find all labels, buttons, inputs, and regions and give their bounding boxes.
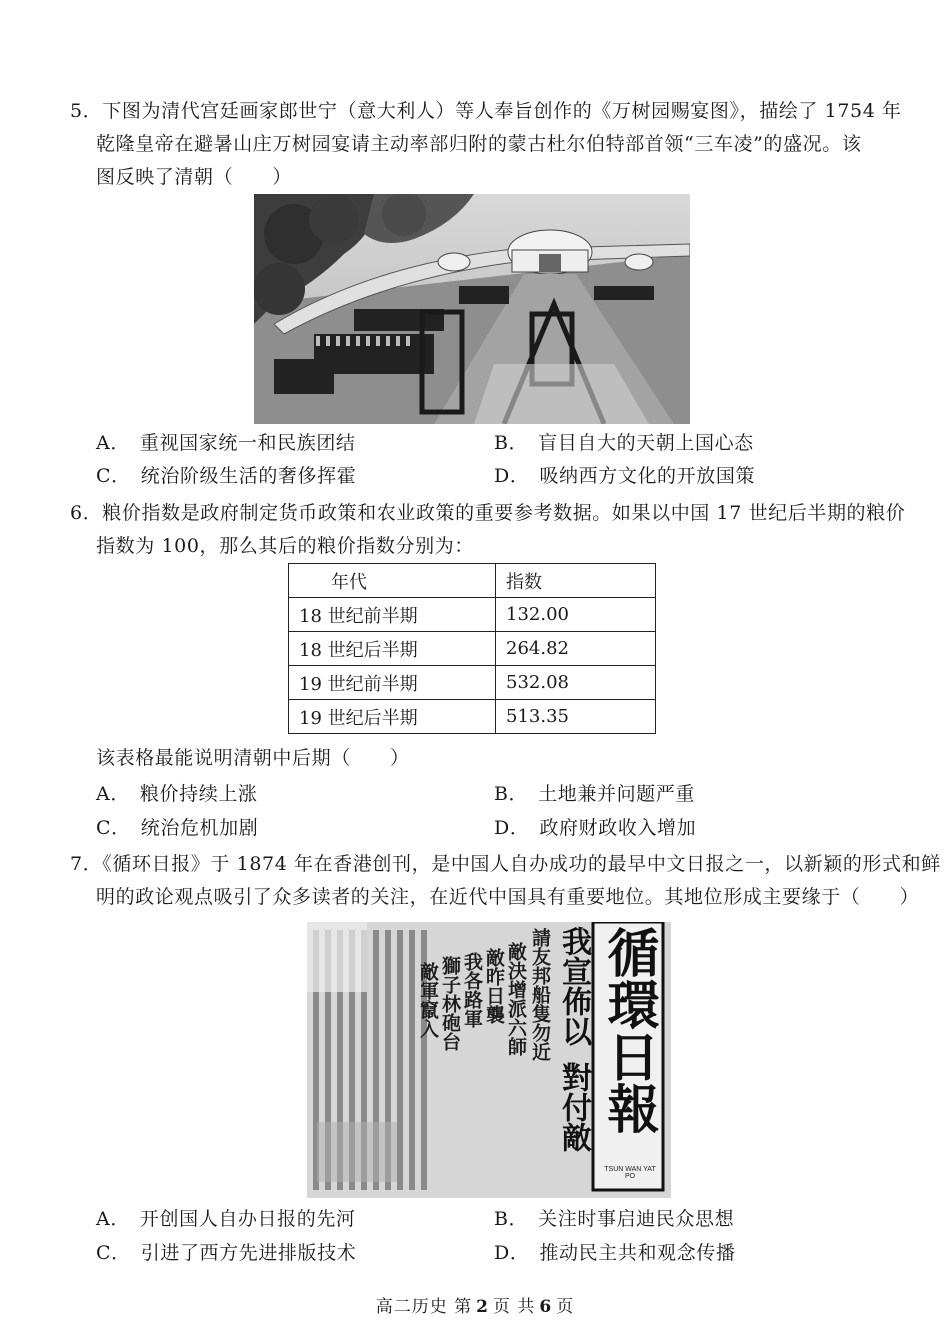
q7-option-a[interactable]: A． 开创国人自办日报的先河 bbox=[96, 1208, 356, 1230]
q6-option-a[interactable]: A． 粮价持续上涨 bbox=[96, 783, 258, 805]
footer-page-number: 2 bbox=[476, 1297, 489, 1317]
table-cell-index: 264.82 bbox=[496, 632, 656, 666]
q7-stem-line2: 明的政论观点吸引了众多读者的关注，在近代中国具有重要地位。其地位形成主要缘于（ ） bbox=[96, 886, 920, 908]
table-cell-index: 132.00 bbox=[496, 598, 656, 632]
q5-option-a[interactable]: A． 重视国家统一和民族团结 bbox=[96, 432, 356, 454]
footer-suffix: 页 bbox=[556, 1297, 575, 1317]
q5-option-c[interactable]: C． 统治阶级生活的奢侈挥霍 bbox=[96, 465, 357, 487]
table-cell-index: 532.08 bbox=[496, 666, 656, 700]
table-cell-index: 513.35 bbox=[496, 700, 656, 734]
q6-question-line: 该表格最能说明清朝中后期（ ） bbox=[96, 747, 410, 769]
footer-prefix: 高二历史 第 bbox=[375, 1297, 473, 1317]
newspaper-column: 獅子林砲台 bbox=[439, 956, 461, 1051]
q7-option-b[interactable]: B． 关注时事启迪民众思想 bbox=[494, 1208, 735, 1230]
q6-stem-line1: 6．粮价指数是政府制定货币政策和农业政策的重要参考数据。如果以中国 17 世纪后半期的粮价 bbox=[70, 502, 906, 524]
newspaper-photo-image bbox=[307, 922, 671, 1198]
banquet-painting-image bbox=[254, 194, 690, 424]
q5-option-d[interactable]: D． 吸纳西方文化的开放国策 bbox=[494, 465, 756, 487]
table-header-index: 指数 bbox=[496, 564, 656, 598]
newspaper-headline-1: 我宣佈以 bbox=[556, 926, 591, 1046]
table-row bbox=[289, 666, 656, 700]
newspaper-column: 敵昨日襲 bbox=[483, 948, 505, 1024]
q6-option-c[interactable]: C． 统治危机加剧 bbox=[96, 817, 259, 839]
newspaper-headline-2: 對付敵 bbox=[556, 1062, 591, 1152]
table-cell-era: 19 世纪前半期 bbox=[289, 666, 496, 700]
q7-option-d[interactable]: D． 推动民主共和观念传播 bbox=[494, 1242, 736, 1264]
grain-price-index-table bbox=[288, 563, 656, 734]
newspaper-masthead: 循環日報 bbox=[598, 926, 659, 1134]
table-header-era: 年代 bbox=[289, 564, 496, 598]
q7-option-c[interactable]: C． 引进了西方先进排版技术 bbox=[96, 1242, 357, 1264]
footer-mid: 页 共 bbox=[493, 1297, 536, 1317]
table-row bbox=[289, 632, 656, 666]
page-footer bbox=[0, 1292, 950, 1317]
q6-option-d[interactable]: D． 政府财政收入增加 bbox=[494, 817, 697, 839]
q6-option-b[interactable]: B． 土地兼并问题严重 bbox=[494, 783, 695, 805]
table-cell-era: 18 世纪后半期 bbox=[289, 632, 496, 666]
newspaper-column: 我各路軍 bbox=[461, 952, 483, 1028]
q7-stem-line1: 7．《循环日报》于 1874 年在香港创刊，是中国人自办成功的最早中文日报之一，以新颖的形式和鲜 bbox=[70, 853, 941, 875]
table-header-row bbox=[289, 564, 656, 598]
table-row bbox=[289, 598, 656, 632]
footer-total-pages: 6 bbox=[539, 1297, 553, 1317]
q5-stem-line1: 5．下图为清代宫廷画家郎世宁（意大利人）等人奉旨创作的《万树园赐宴图》，描绘了 1754 年 bbox=[70, 100, 902, 122]
newspaper-english-title: TSUN WAN YAT PO bbox=[604, 1166, 656, 1180]
newspaper-column: 敵軍竄入 bbox=[417, 962, 439, 1038]
newspaper-column: 敵決增派六師 bbox=[505, 942, 527, 1056]
table-row bbox=[289, 700, 656, 734]
newspaper-column: 請友邦船隻勿近 bbox=[529, 928, 551, 1061]
q5-stem-line2: 乾隆皇帝在避暑山庄万树园宴请主动率部归附的蒙古杜尔伯特部首领“三车凌”的盛况。该 bbox=[96, 133, 862, 155]
table-cell-era: 19 世纪后半期 bbox=[289, 700, 496, 734]
q5-option-b[interactable]: B． 盲目自大的天朝上国心态 bbox=[494, 432, 754, 454]
table-cell-era: 18 世纪前半期 bbox=[289, 598, 496, 632]
q6-stem-line2: 指数为 100，那么其后的粮价指数分别为： bbox=[96, 535, 474, 557]
q5-stem-line3: 图反映了清朝（ ） bbox=[96, 166, 293, 188]
